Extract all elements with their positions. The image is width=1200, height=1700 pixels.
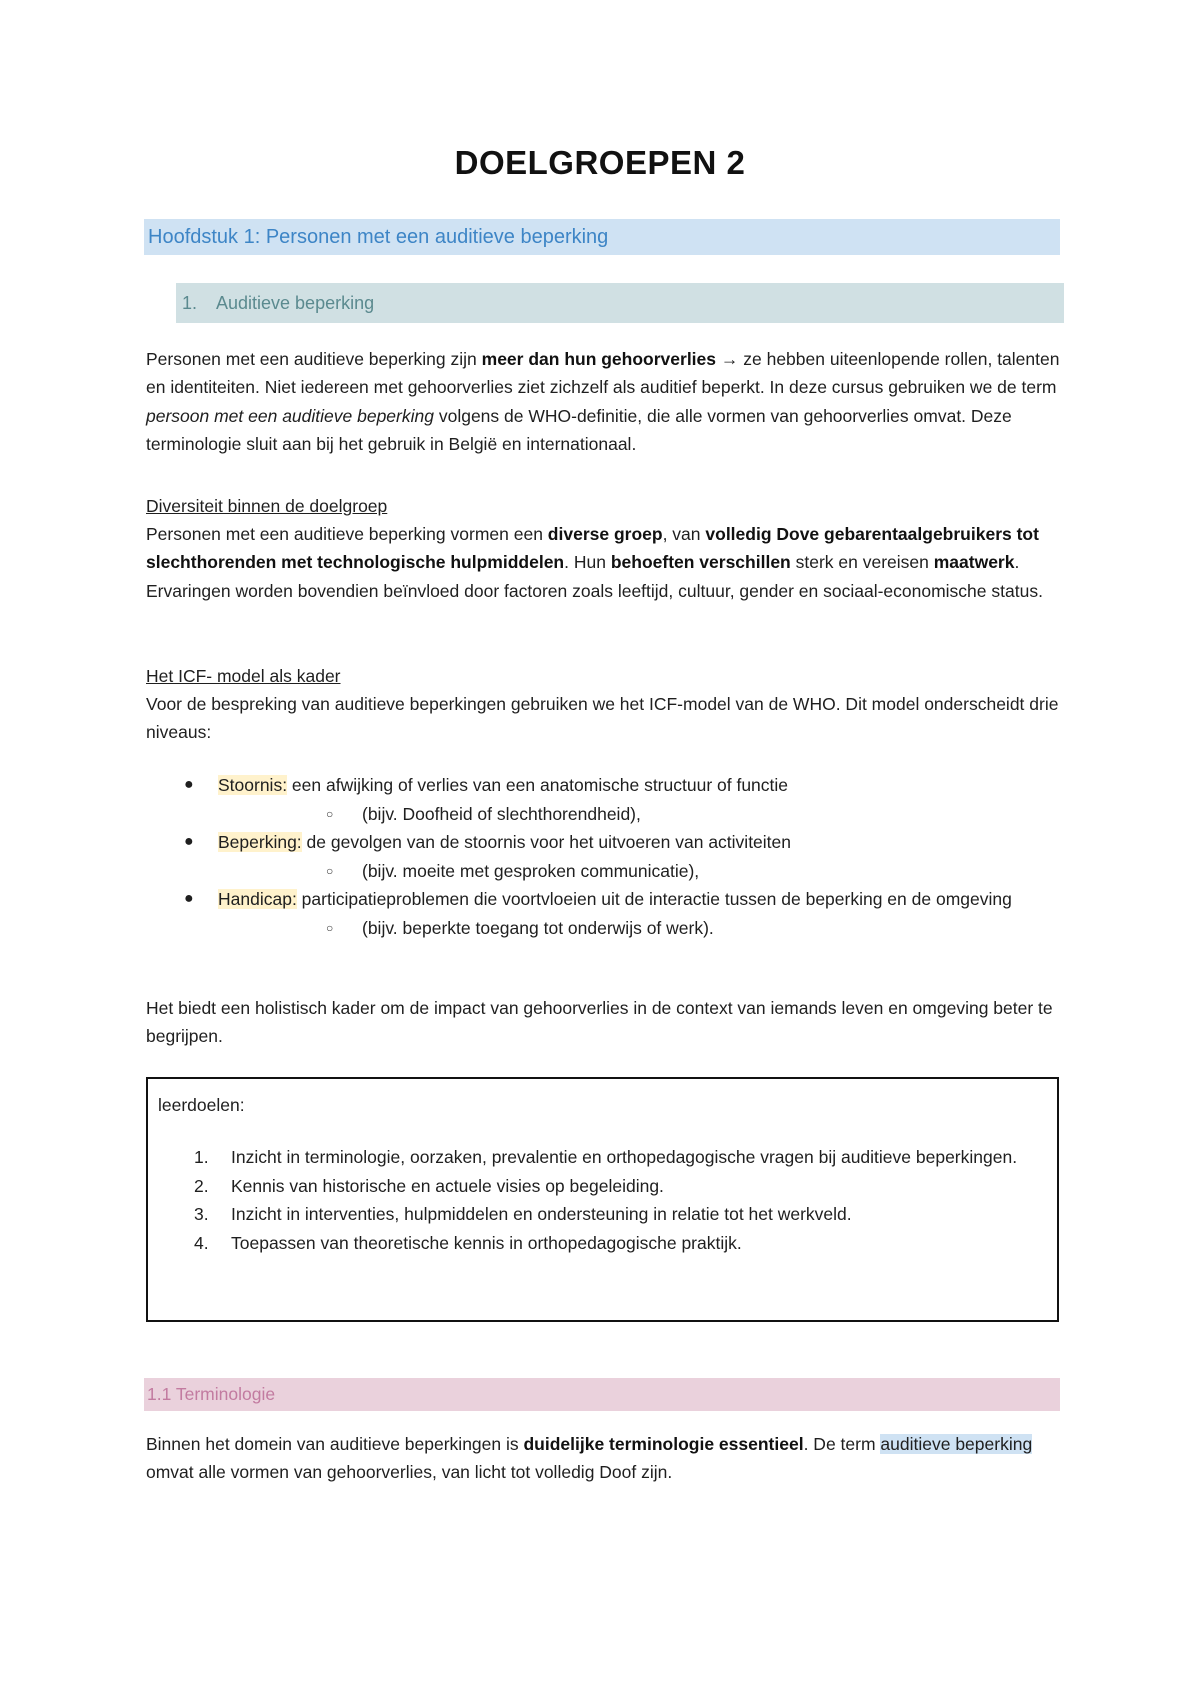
goal-text: Toepassen van theoretische kennis in orthopedagogische praktijk.: [231, 1232, 742, 1253]
circle-bullet-icon: ○: [326, 920, 334, 935]
list-item: [146, 885, 1061, 942]
list-item: [158, 1143, 1038, 1172]
terminology-bold-1: duidelijke terminologie essentieel: [523, 1434, 804, 1454]
list-item: [218, 800, 1061, 829]
icf-list: [146, 771, 1061, 942]
icf-example: (bijv. beperkte toegang tot onderwijs of werk).: [362, 917, 714, 938]
learning-goals-box: [146, 1077, 1059, 1322]
chapter-heading: Hoofdstuk 1: Personen met een auditieve beperking: [144, 219, 1060, 255]
terminology-text-2: . De term: [803, 1434, 881, 1454]
intro-italic-term: persoon met een auditieve beperking: [146, 405, 434, 426]
diversity-text-5: . Ervaringen worden bovendien beïnvloed door factoren zoals leeftijd, cultuur, gender en sociaal-economische status.: [146, 552, 1043, 601]
icf-term: Stoornis:: [218, 775, 288, 795]
list-item: [146, 771, 1061, 828]
goal-text: Kennis van historische en actuele visies op begeleiding.: [231, 1175, 664, 1196]
diversity-text-1: Personen met een auditieve beperking vormen een: [146, 524, 548, 544]
goal-text: Inzicht in interventies, hulpmiddelen en ondersteuning in relatie tot het werkveld.: [231, 1204, 852, 1224]
terminology-text-1: Binnen het domein van auditieve beperkingen is: [146, 1434, 524, 1454]
learning-goals-label: leerdoelen:: [158, 1095, 245, 1115]
diversity-text-2: , van: [662, 524, 706, 544]
intro-text-3: volgens de WHO-definitie, die alle vormen van gehoorverlies omvat. Deze terminologie sluit aan bij het gebruik in België en internationaal.: [146, 405, 1012, 454]
list-item: [218, 914, 1061, 943]
list-item: [158, 1200, 1038, 1229]
diversity-bold-4: maatwerk: [933, 552, 1015, 573]
goal-number: 4.: [194, 1232, 209, 1253]
bullet-icon: ●: [184, 833, 194, 850]
goal-number: 2.: [194, 1175, 209, 1196]
goal-text: Inzicht in terminologie, oorzaken, prevalentie en orthopedagogische vragen bij auditieve beperkingen.: [231, 1147, 1018, 1167]
section-number: 1.: [182, 293, 198, 313]
list-item: [146, 828, 1061, 885]
list-item: [158, 1172, 1038, 1201]
learning-goals-list: [158, 1143, 1038, 1257]
circle-bullet-icon: ○: [326, 863, 334, 878]
icf-desc: een afwijking of verlies van een anatomische structuur of functie: [287, 775, 789, 795]
bullet-icon: ●: [184, 890, 194, 907]
diversity-subtitle: Diversiteit binnen de doelgroep: [146, 496, 388, 516]
diversity-text-3: . Hun: [564, 552, 611, 573]
list-item: [158, 1229, 1038, 1258]
intro-text-2: → ze hebben uiteenlopende rollen, talenten en identiteiten. Niet iedereen met gehoorverlies ziet zichzelf als auditief beperkt. In deze cursus gebruiken we de term: [146, 349, 1060, 398]
bullet-icon: ●: [184, 776, 194, 793]
intro-paragraph: [146, 345, 1061, 458]
intro-bold-1: meer dan hun gehoorverlies: [481, 349, 717, 369]
terminology-highlight: auditieve beperking: [880, 1434, 1033, 1454]
circle-bullet-icon: ○: [326, 806, 334, 821]
list-item: [218, 857, 1061, 886]
icf-example: (bijv. moeite met gesproken communicatie),: [362, 860, 700, 881]
terminology-paragraph: [146, 1430, 1061, 1487]
section-label: Auditieve beperking: [216, 293, 375, 313]
icf-term: Handicap:: [218, 889, 297, 909]
icf-conclusion: Het biedt een holistisch kader om de impact van gehoorverlies in de context van iemands leven en omgeving beter te begrijpen.: [146, 998, 1053, 1047]
intro-text-1: Personen met een auditieve beperking zijn: [146, 349, 482, 369]
subsection-heading: 1.1 Terminologie: [144, 1378, 1060, 1411]
icf-example: (bijv. Doofheid of slechthorendheid),: [362, 803, 641, 824]
icf-intro: Voor de bespreking van auditieve beperkingen gebruiken we het ICF-model van de WHO. Dit model onderscheidt drie niveaus:: [146, 694, 1059, 743]
icf-term: Beperking:: [218, 832, 302, 852]
document-title: DOELGROEPEN 2: [454, 144, 746, 181]
icf-desc: de gevolgen van de stoornis voor het uitvoeren van activiteiten: [301, 832, 792, 852]
goal-number: 3.: [194, 1204, 209, 1224]
diversity-text-4: sterk en vereisen: [790, 552, 934, 573]
diversity-bold-2: volledig Dove gebarentaalgebruikers tot slechthorenden met technologische hulpmiddelen: [146, 524, 1039, 573]
section-heading: [176, 283, 1064, 323]
terminology-text-3: omvat alle vormen van gehoorverlies, van licht tot volledig Doof zijn.: [146, 1462, 673, 1483]
diversity-bold-1: diverse groep: [547, 524, 663, 544]
diversity-paragraph: [146, 520, 1061, 605]
icf-desc: participatieproblemen die voortvloeien uit de interactie tussen de beperking en de omgeving: [296, 889, 1012, 909]
goal-number: 1.: [194, 1147, 209, 1167]
icf-subtitle: Het ICF- model als kader: [146, 666, 341, 686]
diversity-bold-3: behoeften verschillen: [610, 552, 791, 573]
